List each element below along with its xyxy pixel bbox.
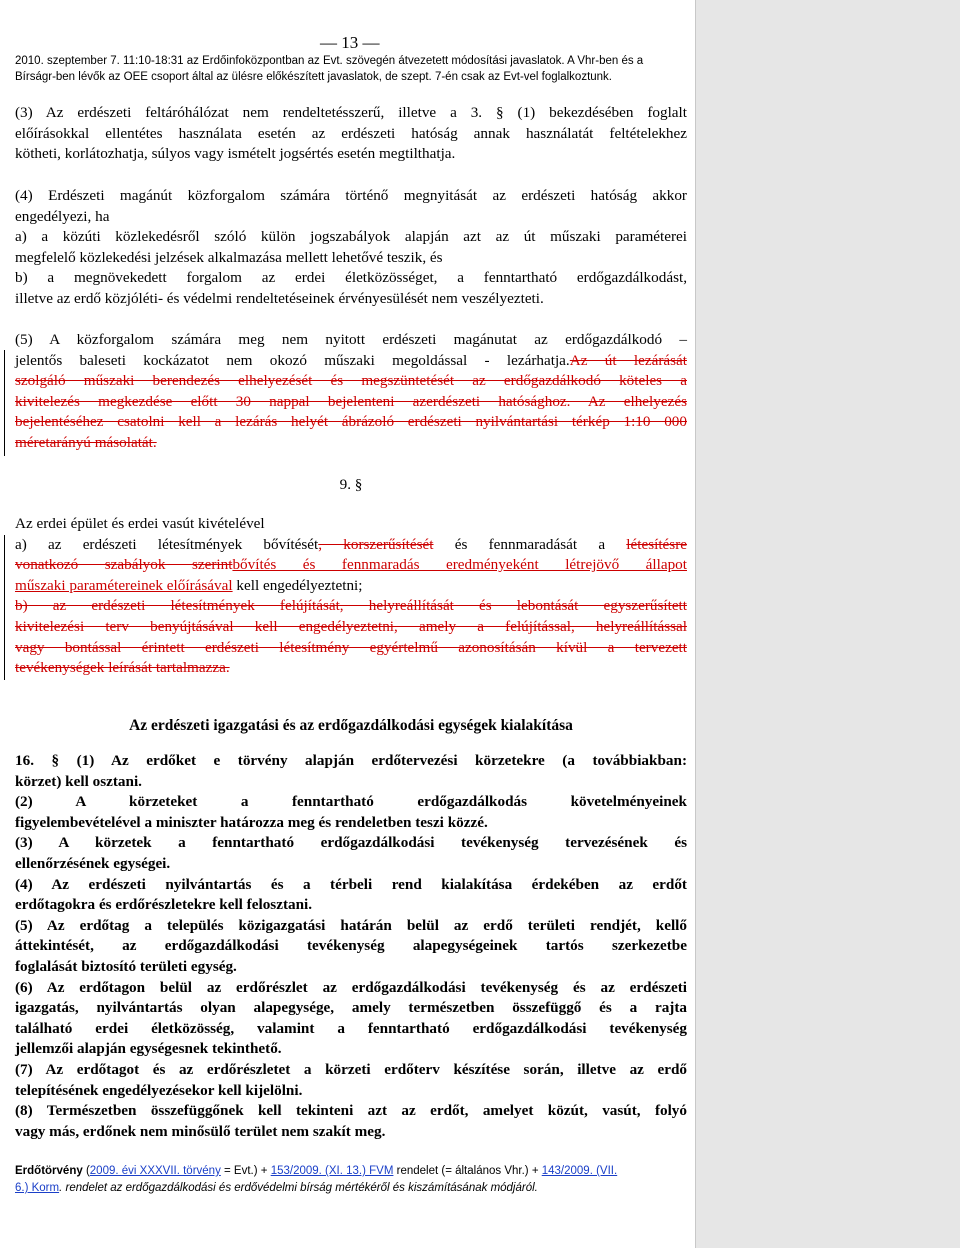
paragraph-9-text: a) az erdészeti létesítmények bővítését bbox=[15, 535, 319, 553]
footer-text: . rendelet az erdőgazdálkodási és erdővédelmi bírság mértékéről és kiszámításának módjáról. bbox=[59, 1182, 538, 1194]
paragraph-9 bbox=[15, 514, 687, 679]
paragraph-16-line: körzet) kell osztani. bbox=[15, 772, 142, 790]
paragraph-16-line: 16. § (1) Az erdőket e törvény alapján erdőtervezési körzetekre (a továbbiakban: bbox=[15, 752, 687, 769]
paragraph-4-line: b) a megnövekedett forgalom az erdei életközösséget, a fenntartható erdőgazdálkodást, bbox=[15, 269, 687, 287]
change-bar bbox=[4, 535, 5, 680]
deleted-text: vagy bontással érintett erdészeti létesítmény egyértelmű azonosításán kívül a tervezett bbox=[15, 638, 687, 656]
paragraph-5 bbox=[15, 330, 687, 454]
change-bar bbox=[4, 350, 5, 456]
paragraph-16-line: foglalását biztosító területi egység. bbox=[15, 957, 237, 975]
page-number-value: 13 bbox=[341, 33, 359, 52]
paragraph-9-text: kell engedélyeztetni; bbox=[232, 576, 363, 594]
footer-title: Erdőtörvény bbox=[15, 1165, 83, 1177]
paragraph-16-line: telepítésének engedélyezésekor kell kijelölni. bbox=[15, 1081, 303, 1099]
paragraph-16-line: erdőtagokra és erdőrészletekre kell felosztani. bbox=[15, 896, 313, 914]
paragraph-9-text: és fennmaradását a bbox=[433, 535, 627, 553]
paragraph-4-line: a) a közúti közlekedésről szóló külön jogszabályok alapján azt az út műszaki paraméterei bbox=[15, 228, 687, 246]
paragraph-4 bbox=[15, 186, 687, 310]
paragraph-16-line: (4) Az erdészeti nyilvántartás és a térbeli rend kialakítása érdekében az erdőt bbox=[15, 875, 687, 893]
paragraph-3-line: kötheti, korlátozhatja, súlyos vagy ismételt jogsértés esetén megtilthatja. bbox=[15, 145, 456, 163]
deleted-text: b) az erdészeti létesítmények felújítását, helyreállítását és lebontását egyszerűsített bbox=[15, 597, 687, 615]
paragraph-3 bbox=[15, 103, 687, 165]
paragraph-4-line: engedélyezi, ha bbox=[15, 207, 110, 225]
footer-link-fvm[interactable]: 153/2009. (XI. 13.) FVM bbox=[270, 1165, 394, 1177]
paragraph-4-line: (4) Erdészeti magánút közforgalom számára történő megnyitását az erdészeti hatóság akkor bbox=[15, 187, 687, 204]
paragraph-4-line: illetve az erdő közjóléti- és védelmi rendeltetéseinek érvényesülését nem veszélyezteti. bbox=[15, 289, 544, 307]
paragraph-16-line: (6) Az erdőtagon belül az erdőrészlet az erdőgazdálkodási tevékenység és az erdészeti bbox=[15, 978, 687, 996]
paragraph-5-line: (5) A közforgalom számára meg nem nyitott erdészeti magánutat az erdőgazdálkodó – bbox=[15, 331, 687, 348]
section-title: Az erdészeti igazgatási és az erdőgazdálkodási egységek kialakítása bbox=[129, 717, 573, 734]
comment-margin-panel bbox=[695, 0, 960, 1248]
paragraph-16-line: figyelembevételével a miniszter határozza meg és rendeletben teszi közzé. bbox=[15, 813, 488, 831]
paragraph-16-line: áttekintését, az erdőgazdálkodási tevékenység alapegységeinek tartós szerkezetbe bbox=[15, 937, 687, 955]
paragraph-16-line: ellenőrzésének egységei. bbox=[15, 854, 171, 872]
paragraph-16-line: (2) A körzeteket a fenntartható erdőgazdálkodás követelményeinek bbox=[15, 793, 687, 811]
deleted-text: létesítésre bbox=[626, 535, 688, 553]
paragraph-16-line: vagy más, erdőnek nem minősülő terület nem szakít meg. bbox=[15, 1122, 386, 1140]
paragraph-16 bbox=[15, 751, 687, 1142]
deleted-text: méretarányú másolatát. bbox=[15, 433, 157, 451]
deleted-text: Az út lezárását bbox=[569, 351, 687, 369]
inserted-text: műszaki paramétereinek előírásával bbox=[15, 576, 233, 594]
paragraph-16-line: igazgatás, nyilvántartás olyan alapegysége, amely természetben összefüggő és a rajta bbox=[15, 999, 687, 1017]
deleted-text: bejelentéséhez csatolni kell a lezárás helyét ábrázoló erdészeti nyilvántartási térkép 1:10 000 bbox=[15, 413, 687, 431]
deleted-text: vonatkozó szabályok szerint bbox=[15, 556, 233, 574]
header-line-2: Bírságr-ben lévők az OEE csoport által az ülésre előkészített javaslatok, de szept. 7-én csak az Evt-vel foglalkoztunk. bbox=[15, 71, 613, 83]
paragraph-5-text: jelentős baleseti kockázatot nem okozó műszaki megoldással - lezárhatja. bbox=[15, 351, 570, 369]
footer-text: rendelet (= általános Vhr.) + bbox=[393, 1165, 542, 1177]
deleted-text: szolgáló műszaki berendezés elhelyezését és megszüntetését az erdőgazdálkodó köteles a bbox=[15, 372, 687, 390]
paragraph-16-line: található erdei életközösség, valamint a fenntartható erdőgazdálkodási tevékenység bbox=[15, 1019, 687, 1037]
inserted-text: bővítés és fennmaradás eredményeként létrejövő állapot bbox=[232, 556, 687, 574]
paragraph-16-line: (8) Természetben összefüggőnek kell tekinteni azt az erdőt, amelyet közút, vasút, folyó bbox=[15, 1102, 687, 1120]
page-number: — 13 — bbox=[320, 33, 380, 52]
deleted-text: kivitelezés megkezdése előtt 30 nappal bejelenteni azerdészeti hatósághoz. Az elhelyezés bbox=[15, 392, 687, 410]
document-header bbox=[15, 53, 695, 85]
deleted-text: , korszerűsítését bbox=[318, 535, 434, 553]
footer-link-evt[interactable]: 2009. évi XXXVII. törvény bbox=[89, 1165, 221, 1177]
deleted-text: tevékenységek leírását tartalmazza. bbox=[15, 659, 230, 677]
paragraph-16-line: (5) Az erdőtag a település közigazgatási határán belül az erdő területi rendjét, kellő bbox=[15, 916, 687, 934]
footer-link-korm-a[interactable]: 143/2009. (VII. bbox=[541, 1165, 618, 1177]
paragraph-3-line: előírásokkal ellentétes használata esetén az erdészeti hatóság annak használatát feltételekhez bbox=[15, 124, 687, 142]
footer-text: = Evt.) + bbox=[220, 1165, 271, 1177]
paragraph-9-intro: Az erdei épület és erdei vasút kivételével bbox=[15, 515, 265, 532]
document-footer: Erdőtörvény (2009. évi XXXVII. törvény = Evt.) + 153/2009. (XI. 13.) FVM rendelet (= általános Vhr.) + 143/2009. (VII. 6.) Korm. rendelet az erdőgazdálkodási és erdővédelmi bírság mértékéről és kiszámításának módjáról. bbox=[15, 1165, 618, 1194]
header-line-1: 2010. szeptember 7. 11:10-18:31 az Erdőinfoközpontban az Evt. szövegén átvezetett módosítási javaslatok. A Vhr-ben és a bbox=[15, 55, 644, 67]
section-9-label: 9. § bbox=[339, 476, 363, 493]
paragraph-3-line: (3) Az erdészeti feltáróhálózat nem rendeltetésszerű, illetve a 3. § (1) bekezdésében foglalt bbox=[15, 104, 687, 121]
section-9-heading bbox=[15, 475, 687, 496]
footer-link-korm-b[interactable]: 6.) Korm bbox=[15, 1182, 60, 1194]
paragraph-16-line: (3) A körzetek a fenntartható erdőgazdálkodási tevékenység tervezésének és bbox=[15, 834, 687, 852]
paragraph-16-line: jellemzői alapján egységesnek tekinthető. bbox=[15, 1040, 282, 1058]
paragraph-16-line: (7) Az erdőtagot és az erdőrészletet a körzeti erdőterv készítése során, illetve az erdő bbox=[15, 1060, 687, 1078]
paragraph-4-line: megfelelő közlekedési jelzések alkalmazása mellett lehetővé teszik, és bbox=[15, 248, 443, 266]
deleted-text: kivitelezési terv benyújtásával kell engedélyeztetni, amely a felújítással, helyreállítással bbox=[15, 617, 687, 635]
